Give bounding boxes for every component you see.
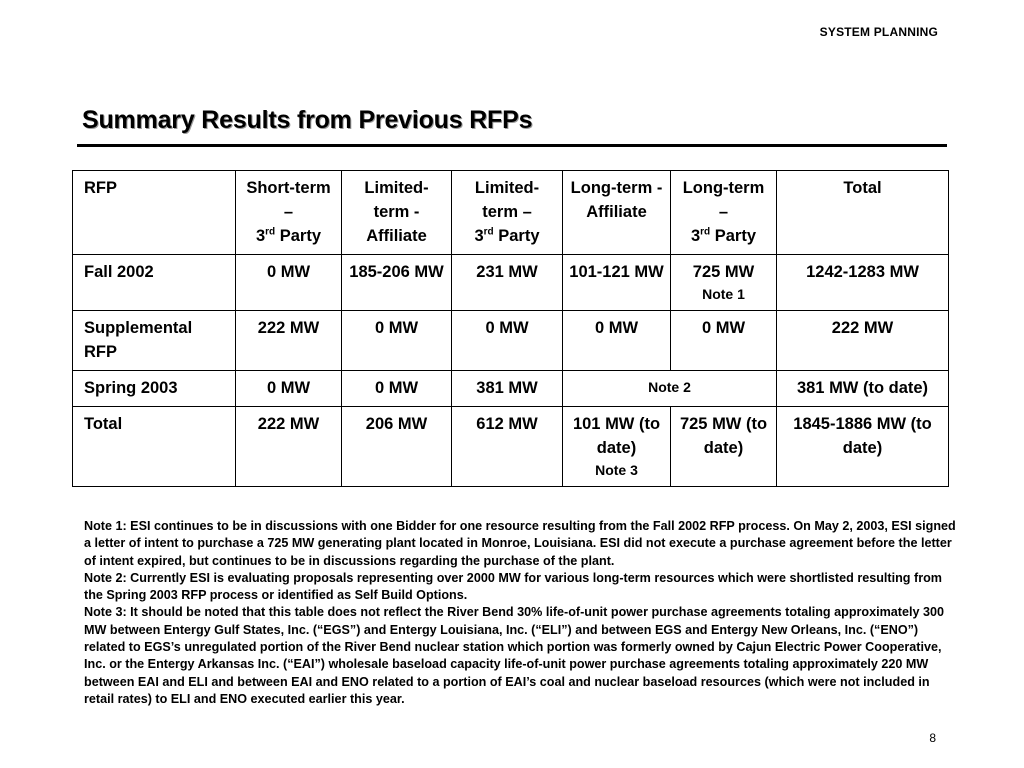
cell-long-term-3rd-party: 725 MW (to date) [671, 407, 777, 487]
cell-short-term-3rd-party: 0 MW [236, 255, 342, 311]
section-label: SYSTEM PLANNING [819, 25, 938, 39]
column-header-limited-term-affiliate: Limited-term - Affiliate [342, 171, 452, 255]
cell-short-term-3rd-party: 222 MW [236, 311, 342, 371]
table-row-supplemental-rfp [73, 311, 949, 371]
cell-long-term-affiliate: 101-121 MW [563, 255, 671, 311]
cell-limited-term-3rd-party: 0 MW [452, 311, 563, 371]
column-header-long-term-3rd-party: Long-term – 3rd Party [671, 171, 777, 255]
note-3-text: Note 3: It should be noted that this table does not reflect the River Bend 30% life-of-unit power purchase agreements totaling approximately 300 MW between Entergy Gulf States, Inc. (“EGS”) and Entergy Louisiana, Inc. (“ELI”) and between EGS and Entergy New Orleans, Inc. (“ENO”) related to EGS’s unregulated portion of the River Bend nuclear station which portion was formerly owned by Cajun Electric Power Cooperative, Inc. or the Entergy Arkansas Inc. (“EAI”) wholesale baseload capacity life-of-unit power purchase agreements totaling approximately 220 MW between EAI and ELI and between EAI and ENO related to a portion of EAI’s coal and nuclear baseload resources (which were not included in retail rates) to ELI and ENO executed earlier this year. [84, 605, 945, 706]
cell-short-term-3rd-party: 0 MW [236, 371, 342, 407]
cell-long-term-affiliate: 0 MW [563, 311, 671, 371]
cell-long-term-3rd-party [671, 255, 777, 311]
note-3-reference: Note 3 [595, 462, 638, 478]
note-2-text: Note 2: Currently ESI is evaluating proposals representing over 2000 MW for various long-term resources which were shortlisted resulting from the Spring 2003 RFP process or identified as Self Build Options. [84, 570, 942, 603]
table-row-fall-2002 [73, 255, 949, 311]
cell-limited-term-3rd-party: 612 MW [452, 407, 563, 487]
cell-value: 101 MW (to date) [572, 415, 661, 457]
title-underline-rule [77, 144, 947, 147]
cell-short-term-3rd-party: 222 MW [236, 407, 342, 487]
cell-limited-term-affiliate: 185-206 MW [342, 255, 452, 311]
note-2-reference: Note 2 [563, 371, 777, 407]
cell-rfp: Total [73, 407, 236, 487]
note-1-text: Note 1: ESI continues to be in discussions with one Bidder for one resource resulting from the Fall 2002 RFP process. On May 2, 2003, ESI signed a letter of intent to purchase a 725 MW generating plant located in Monroe, Louisiana. ESI did not execute a purchase agreement before the letter of intent expired, but continues to be in discussions regarding the purchase of the plant. [84, 519, 956, 568]
table-row-total [73, 407, 949, 487]
cell-long-term-affiliate [563, 407, 671, 487]
rfp-summary-table [72, 170, 949, 487]
cell-long-term-3rd-party: 0 MW [671, 311, 777, 371]
page-number: 8 [929, 731, 936, 745]
column-header-total: Total [777, 171, 949, 255]
cell-total: 1845-1886 MW (to date) [777, 407, 949, 487]
column-header-short-term-3rd-party: Short-term – 3rd Party [236, 171, 342, 255]
column-header-limited-term-3rd-party: Limited-term – 3rd Party [452, 171, 563, 255]
table-header-row [73, 171, 949, 255]
cell-limited-term-affiliate: 206 MW [342, 407, 452, 487]
cell-rfp: Spring 2003 [73, 371, 236, 407]
table-row-spring-2003 [73, 371, 949, 407]
cell-total: 222 MW [777, 311, 949, 371]
page-title: Summary Results from Previous RFPs [82, 106, 533, 134]
footnotes [84, 518, 956, 708]
cell-rfp: Supplemental RFP [73, 311, 236, 371]
cell-value: 725 MW [692, 263, 755, 281]
cell-rfp: Fall 2002 [73, 255, 236, 311]
cell-total: 1242-1283 MW [777, 255, 949, 311]
column-header-long-term-affiliate: Long-term - Affiliate [563, 171, 671, 255]
cell-limited-term-3rd-party: 231 MW [452, 255, 563, 311]
note-1-reference: Note 1 [702, 286, 745, 302]
cell-limited-term-affiliate: 0 MW [342, 311, 452, 371]
cell-limited-term-affiliate: 0 MW [342, 371, 452, 407]
cell-total: 381 MW (to date) [777, 371, 949, 407]
column-header-rfp: RFP [73, 171, 236, 255]
cell-limited-term-3rd-party: 381 MW [452, 371, 563, 407]
